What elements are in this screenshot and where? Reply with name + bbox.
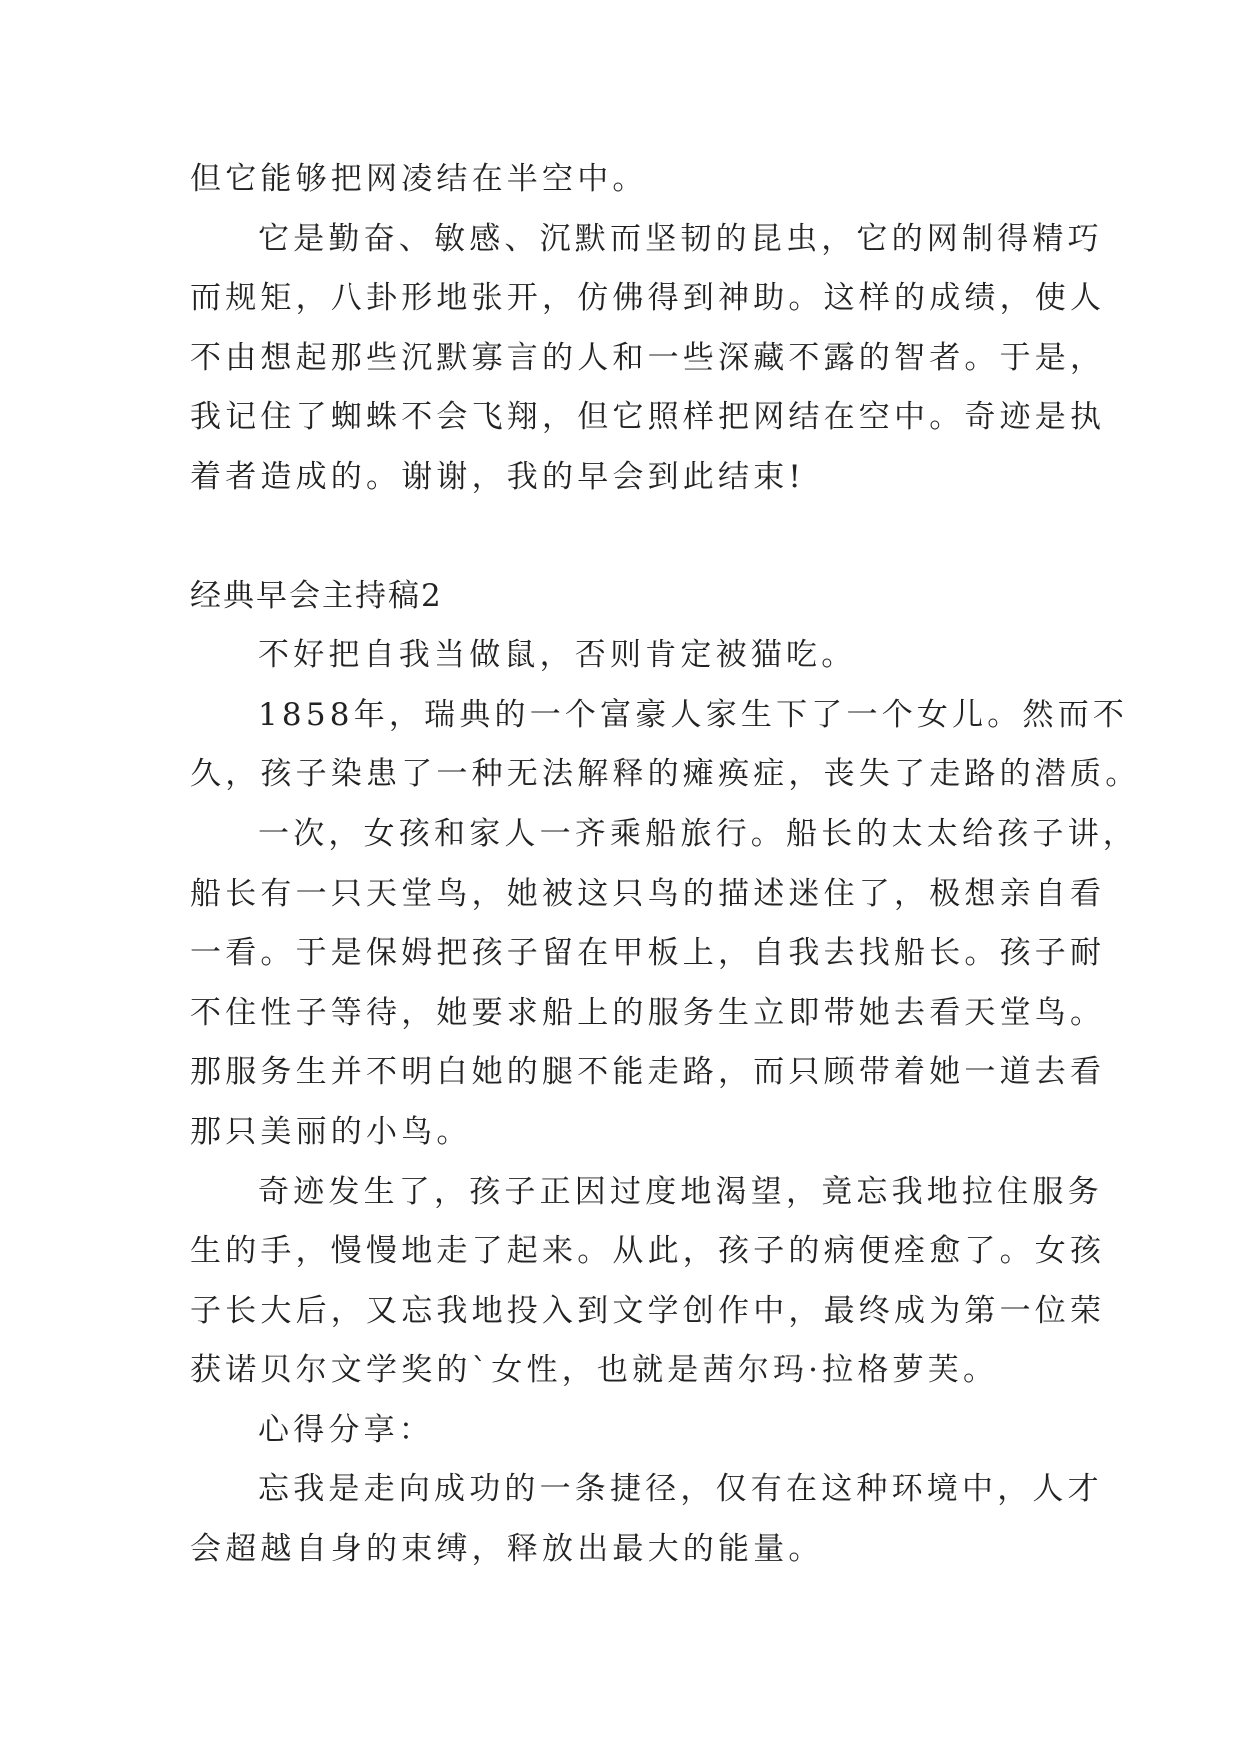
paragraph-line: 奇迹发生了，孩子正因过度地渴望，竟忘我地拉住服务	[258, 1173, 1103, 1210]
section-gap	[190, 508, 1060, 567]
paragraph-line: 久，孩子染患了一种无法解释的瘫痪症，丧失了走路的潜质。	[190, 756, 1141, 793]
paragraph-line: 船长有一只天堂鸟，她被这只鸟的描述迷住了，极想亲自看	[190, 875, 1106, 912]
paragraph-line: 不住性子等待，她要求船上的服务生立即带她去看天堂鸟。	[190, 994, 1106, 1031]
paragraph-line: 会超越自身的束缚，释放出最大的能量。	[190, 1531, 824, 1568]
paragraph-line: 那只美丽的小鸟。	[190, 1113, 472, 1150]
paragraph-line: 我记住了蜘蛛不会飞翔，但它照样把网结在空中。奇迹是执	[190, 399, 1106, 436]
paragraph-line: 不由想起那些沉默寡言的人和一些深藏不露的智者。于是，	[190, 339, 1106, 376]
paragraph-line: 生的手，慢慢地走了起来。从此，孩子的病便痊愈了。女孩	[190, 1233, 1106, 1270]
paragraph-line: 它是勤奋、敏感、沉默而坚韧的昆虫，它的网制得精巧	[258, 220, 1103, 257]
paragraph-line: 子长大后，又忘我地投入到文学创作中，最终成为第一位荣	[190, 1292, 1106, 1329]
paragraph-line: 心得分享：	[258, 1411, 434, 1448]
paragraph-line: 着者造成的。谢谢，我的早会到此结束!	[190, 458, 806, 495]
paragraph-line: 而规矩，八卦形地张开，仿佛得到神助。这样的成绩，使人	[190, 280, 1106, 317]
paragraph-line: 获诺贝尔文学奖的`女性，也就是茜尔玛·拉格萝芙。	[190, 1352, 999, 1389]
paragraph-line: 那服务生并不明白她的腿不能走路，而只顾带着她一道去看	[190, 1054, 1106, 1091]
paragraph-line: 但它能够把网凌结在半空中。	[190, 161, 648, 197]
section-heading: 经典早会主持稿2	[190, 577, 443, 614]
paragraph-line: 不好把自我当做鼠，否则肯定被猫吃。	[258, 637, 857, 674]
paragraph-line: 一次，女孩和家人一齐乘船旅行。船长的太太给孩子讲，	[258, 815, 1138, 852]
paragraph-line: 忘我是走向成功的一条捷径，仅有在这种环境中，人才	[258, 1471, 1103, 1508]
paragraph-line: 一看。于是保姆把孩子留在甲板上，自我去找船长。孩子耐	[190, 935, 1106, 972]
document-page	[190, 150, 1141, 1580]
paragraph-line: 1858年，瑞典的一个富豪人家生下了一个女儿。然而不	[258, 696, 1129, 733]
